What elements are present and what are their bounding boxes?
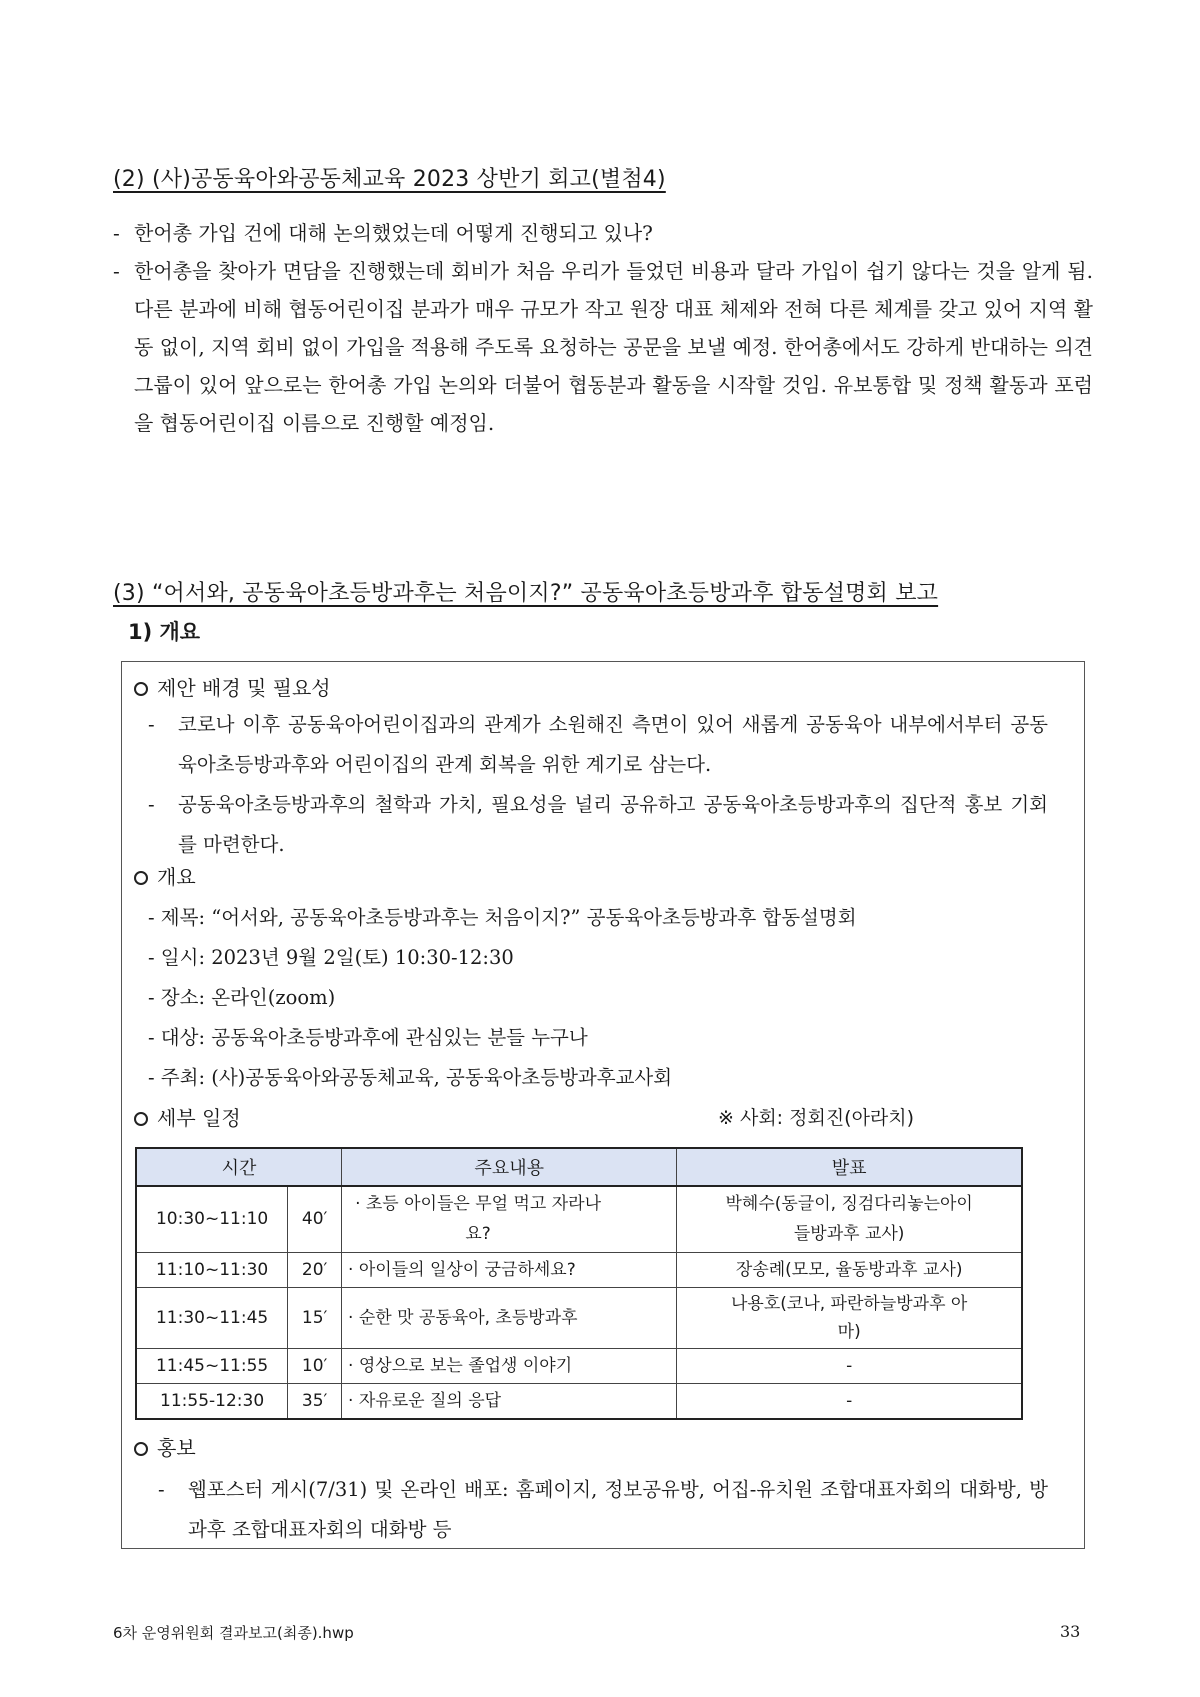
table-row	[136, 1348, 1022, 1383]
table-row	[136, 1186, 1022, 1252]
overview-place-item: - 장소: 온라인(zoom)	[148, 986, 336, 1009]
list-item: - 웹포스터 게시(7/31) 및 온라인 배포: 홈페이지, 정보공유방, 어집-유치원 조합대표자회의 대화방, 방과후 조합대표자회의 대화방 등	[158, 1478, 1048, 1541]
table-row	[136, 1383, 1022, 1419]
schedule-table	[135, 1147, 1023, 1420]
section-3-title: (3) “어서와, 공동육아초등방과후는 처음이지?” 공동육아초등방과후 합동설명회 보고	[113, 581, 939, 606]
cell-content: · 영상으로 보는 졸업생 이야기	[342, 1348, 677, 1383]
cell-time: 11:55-12:30	[136, 1383, 288, 1419]
section-3-subhead: 1) 개요	[128, 620, 201, 644]
cell-time: 11:30~11:45	[136, 1287, 288, 1348]
cell-duration: 10′	[288, 1348, 342, 1383]
list-item: - 한어총을 찾아가 면담을 진행했는데 회비가 처음 우리가 들었던 비용과 달라 가입이 쉽기 않다는 것을 알게 됨. 다른 분과에 비해 협동어린이집 분과가 매우 규모가 작고 원장 대표 체제와 전혀 다른 체계를 갖고 있어 지역 활동 없이, 지역 회비 없이 가입을 적용해 주도록 요청하는 공문을 보낼 예정. 한어총에서도 강하게 반대하는 의견 그룹이 있어 앞으로는 한어총 가입 논의와 더불어 협동분과 활동을 시작할 것임. 유보통합 및 정책 활동과 포럼을 협동어린이집 이름으로 진행할 예정임.	[113, 259, 1093, 435]
section-2-body	[113, 214, 1093, 442]
promotion-heading: 홍보	[134, 1432, 196, 1461]
circle-bullet-icon	[134, 1112, 148, 1126]
cell-presenter: 박혜수(동글이, 징검다리놓는아이들방과후 교사)	[677, 1186, 1022, 1252]
cell-content: · 아이들의 일상이 궁금하세요?	[342, 1252, 677, 1287]
cell-content: · 자유로운 질의 응답	[342, 1383, 677, 1419]
list-item: - 한어총 가입 건에 대해 논의했었는데 어떻게 진행되고 있나?	[113, 221, 653, 245]
cell-presenter: 장송례(모모, 율동방과후 교사)	[677, 1252, 1022, 1287]
overview-heading: 개요	[134, 861, 196, 890]
cell-content: · 초등 아이들은 무얼 먹고 자라나요?	[342, 1186, 677, 1252]
list-item: - 공동육아초등방과후의 철학과 가치, 필요성을 널리 공유하고 공동육아초등방과후의 집단적 홍보 기회를 마련한다.	[148, 793, 1048, 856]
page-number: 33	[1060, 1622, 1081, 1641]
overview-box	[121, 661, 1085, 1549]
cell-presenter: -	[677, 1383, 1022, 1419]
schedule-heading: 세부 일정	[134, 1102, 241, 1131]
column-header-time: 시간	[136, 1148, 342, 1186]
cell-duration: 15′	[288, 1287, 342, 1348]
circle-bullet-icon	[134, 682, 148, 696]
column-header-content: 주요내용	[342, 1148, 677, 1186]
overview-title-item: - 제목: “어서와, 공동육아초등방과후는 처음이지?” 공동육아초등방과후 합동설명회	[148, 906, 857, 929]
column-header-presenter: 발표	[677, 1148, 1022, 1186]
footer-filename: 6차 운영위원회 결과보고(최종).hwp	[113, 1624, 354, 1642]
cell-presenter: -	[677, 1348, 1022, 1383]
table-header-row	[136, 1148, 1022, 1186]
list-item: - 코로나 이후 공동육아어린이집과의 관계가 소원해진 측면이 있어 새롭게 공동육아 내부에서부터 공동육아초등방과후와 어린이집의 관계 회복을 위한 계기로 삼는다.	[148, 713, 1048, 776]
background-list	[148, 705, 1048, 865]
overview-date-item: - 일시: 2023년 9월 2일(토) 10:30-12:30	[148, 946, 514, 969]
moderator-note: ※ 사회: 정회진(아라치)	[718, 1107, 915, 1129]
circle-bullet-icon	[134, 871, 148, 885]
background-heading: 제안 배경 및 필요성	[134, 672, 331, 701]
cell-time: 11:10~11:30	[136, 1252, 288, 1287]
cell-duration: 35′	[288, 1383, 342, 1419]
circle-bullet-icon	[134, 1442, 148, 1456]
cell-time: 11:45~11:55	[136, 1348, 288, 1383]
cell-presenter: 나용호(코나, 파란하늘방과후 아마)	[677, 1287, 1022, 1348]
list-item-text: 한어총 가입 건에 대해 논의했었는데 어떻게 진행되고 있나?	[134, 221, 653, 245]
overview-target-item: - 대상: 공동육아초등방과후에 관심있는 분들 누구나	[148, 1026, 588, 1049]
promotion-list	[158, 1470, 1048, 1550]
section-2-title: (2) (사)공동육아와공동체교육 2023 상반기 회고(별첨4)	[113, 167, 666, 192]
table-row	[136, 1287, 1022, 1348]
cell-content: · 순한 맛 공동육아, 초등방과후	[342, 1287, 677, 1348]
cell-duration: 20′	[288, 1252, 342, 1287]
table-row	[136, 1252, 1022, 1287]
cell-time: 10:30~11:10	[136, 1186, 288, 1252]
overview-host-item: - 주최: (사)공동육아와공동체교육, 공동육아초등방과후교사회	[148, 1066, 673, 1089]
cell-duration: 40′	[288, 1186, 342, 1252]
list-item-text: 한어총을 찾아가 면담을 진행했는데 회비가 처음 우리가 들었던 비용과 달라 가입이 쉽기 않다는 것을 알게 됨. 다른 분과에 비해 협동어린이집 분과가 매우 규모가 작고 원장 대표 체제와 전혀 다른 체계를 갖고 있어 지역 활동 없이, 지역 회비 없이 가입을 적용해 주도록 요청하는 공문을 보낼 예정. 한어총에서도 강하게 반대하는 의견 그룹이 있어 앞으로는 한어총 가입 논의와 더불어 협동분과 활동을 시작할 것임. 유보통합 및 정책 활동과 포럼을 협동어린이집 이름으로 진행할 예정임.	[134, 259, 1093, 435]
